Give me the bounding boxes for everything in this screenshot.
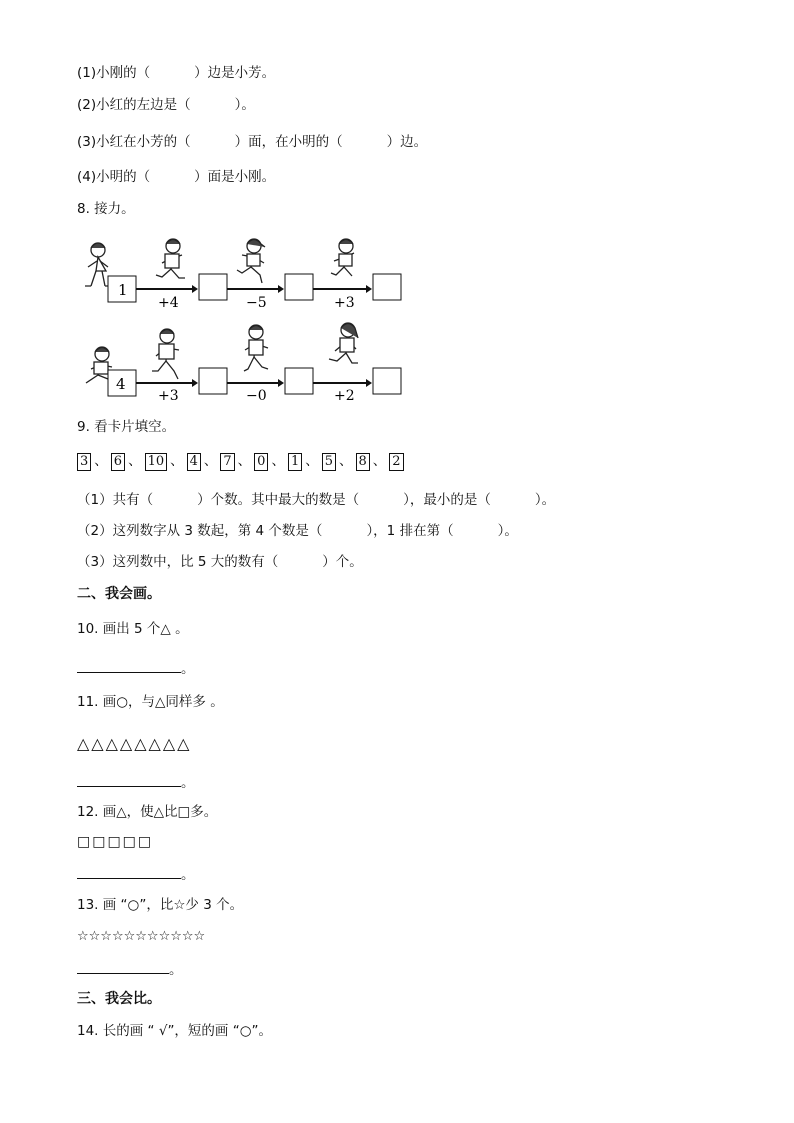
number-card: 2 <box>389 453 403 471</box>
number-card: 0 <box>254 453 268 471</box>
answer-line[interactable] <box>77 658 181 673</box>
arrowhead <box>278 285 284 293</box>
q10-title: 10. 画出 5 个△ 。 <box>77 621 189 637</box>
q9-sub-2-text: ）。 <box>497 523 518 539</box>
child-figure-icon <box>85 243 111 286</box>
q7-item-3-text: (3)小红在小芳的（ <box>77 134 191 150</box>
q9-sub-1-text: （1）共有（ <box>77 492 154 508</box>
runner-icon <box>152 329 179 379</box>
answer-box[interactable] <box>285 274 313 300</box>
number-card: 8 <box>356 453 370 471</box>
q10-answer-line <box>77 658 195 678</box>
square-row: □□□□□ <box>77 834 154 850</box>
q9-sub-3-text: ）个。 <box>322 554 363 570</box>
answer-box[interactable] <box>373 274 401 300</box>
q7-item-2-text: (2)小红的左边是（ <box>77 97 191 113</box>
arrowhead <box>192 285 198 293</box>
runner-icon <box>244 325 268 371</box>
q7-item-1-text: (1)小刚的（ <box>77 65 151 81</box>
q7-item-3-mid: ）面，在小明的（ <box>234 134 343 150</box>
answer-line[interactable] <box>77 959 169 974</box>
q11-answer-line <box>77 772 195 792</box>
period: 。 <box>181 867 195 883</box>
period: 。 <box>181 661 195 677</box>
q9-sub-2-text: （2）这列数字从 3 数起，第 4 个数是（ <box>77 523 323 539</box>
star-row: ☆☆☆☆☆☆☆☆☆☆☆ <box>77 929 206 944</box>
runner-icon <box>156 239 185 278</box>
relay-diagram-2 <box>78 322 408 404</box>
separator: 、 <box>305 453 319 469</box>
q8-title: 8. 接力。 <box>77 201 135 217</box>
arrowhead <box>366 285 372 293</box>
runner-icon <box>331 239 354 276</box>
q7-item-2 <box>77 96 255 114</box>
start-number: 4 <box>116 375 126 393</box>
answer-box[interactable] <box>373 368 401 394</box>
q11-title: 11. 画○，与△同样多 。 <box>77 694 224 710</box>
q9-sub-2 <box>77 522 518 540</box>
runner-icon <box>329 323 358 363</box>
section-heading: 三、我会比。 <box>77 991 161 1007</box>
q9-sub-3-text: （3）这列数中，比 5 大的数有（ <box>77 554 279 570</box>
q7-item-3 <box>77 133 427 151</box>
q9-title: 9. 看卡片填空。 <box>77 419 176 435</box>
separator: 、 <box>271 453 285 469</box>
relay-diagram-1 <box>78 232 408 310</box>
q12-title: 12. 画△，使△比□多。 <box>77 804 218 820</box>
q9-sub-3 <box>77 553 363 571</box>
operation-label: +4 <box>158 295 179 310</box>
operation-label: −0 <box>246 388 267 404</box>
q7-item-2-tail: ）。 <box>234 97 255 113</box>
q9-sub-2-text: ），1 排在第（ <box>366 523 454 539</box>
arrowhead <box>192 379 198 387</box>
separator: 、 <box>128 453 142 469</box>
separator: 、 <box>339 453 353 469</box>
q13-title: 13. 画 “○”，比☆少 3 个。 <box>77 897 244 913</box>
separator: 、 <box>237 453 252 469</box>
number-card: 6 <box>111 453 125 471</box>
arrowhead <box>366 379 372 387</box>
runner-icon <box>237 239 265 283</box>
period: 。 <box>181 775 195 791</box>
q9-sub-1-text: ）。 <box>534 492 556 508</box>
q9-sub-1-text: ），最小的是（ <box>403 492 491 508</box>
q7-item-3-tail: ）边。 <box>386 134 428 150</box>
operation-label: +3 <box>334 295 355 310</box>
operation-label: +2 <box>334 388 355 404</box>
q7-item-4-tail: ）面是小刚。 <box>194 169 276 185</box>
start-number: 1 <box>118 281 128 299</box>
number-card: 10 <box>145 453 168 471</box>
number-card: 1 <box>288 453 302 471</box>
q7-item-1 <box>77 64 275 82</box>
q7-item-4 <box>77 168 275 186</box>
triangle-row: △△△△△△△△ <box>77 734 192 753</box>
separator: 、 <box>372 453 387 469</box>
q7-item-1-tail: ）边是小芳。 <box>194 65 276 81</box>
answer-box[interactable] <box>199 368 227 394</box>
separator: 、 <box>94 453 108 469</box>
q13-answer-line <box>77 959 183 979</box>
answer-box[interactable] <box>285 368 313 394</box>
answer-line[interactable] <box>77 864 181 879</box>
q9-sub-1 <box>77 491 555 509</box>
number-card: 3 <box>77 453 91 471</box>
q14-title: 14. 长的画 “ √”，短的画 “○”。 <box>77 1023 272 1039</box>
q12-answer-line <box>77 864 195 884</box>
q7-item-4-text: (4)小明的（ <box>77 169 151 185</box>
number-card: 7 <box>220 453 234 471</box>
number-cards <box>77 452 404 471</box>
q9-sub-1-text: ）个数。其中最大的数是（ <box>197 492 360 508</box>
section-heading: 二、我会画。 <box>77 586 161 602</box>
operation-label: −5 <box>246 295 267 310</box>
number-card: 4 <box>187 453 201 471</box>
separator: 、 <box>203 453 218 469</box>
answer-line[interactable] <box>77 772 181 787</box>
separator: 、 <box>170 453 184 469</box>
operation-label: +3 <box>158 388 179 404</box>
number-card: 5 <box>322 453 336 471</box>
arrowhead <box>278 379 284 387</box>
period: 。 <box>169 962 183 978</box>
answer-box[interactable] <box>199 274 227 300</box>
